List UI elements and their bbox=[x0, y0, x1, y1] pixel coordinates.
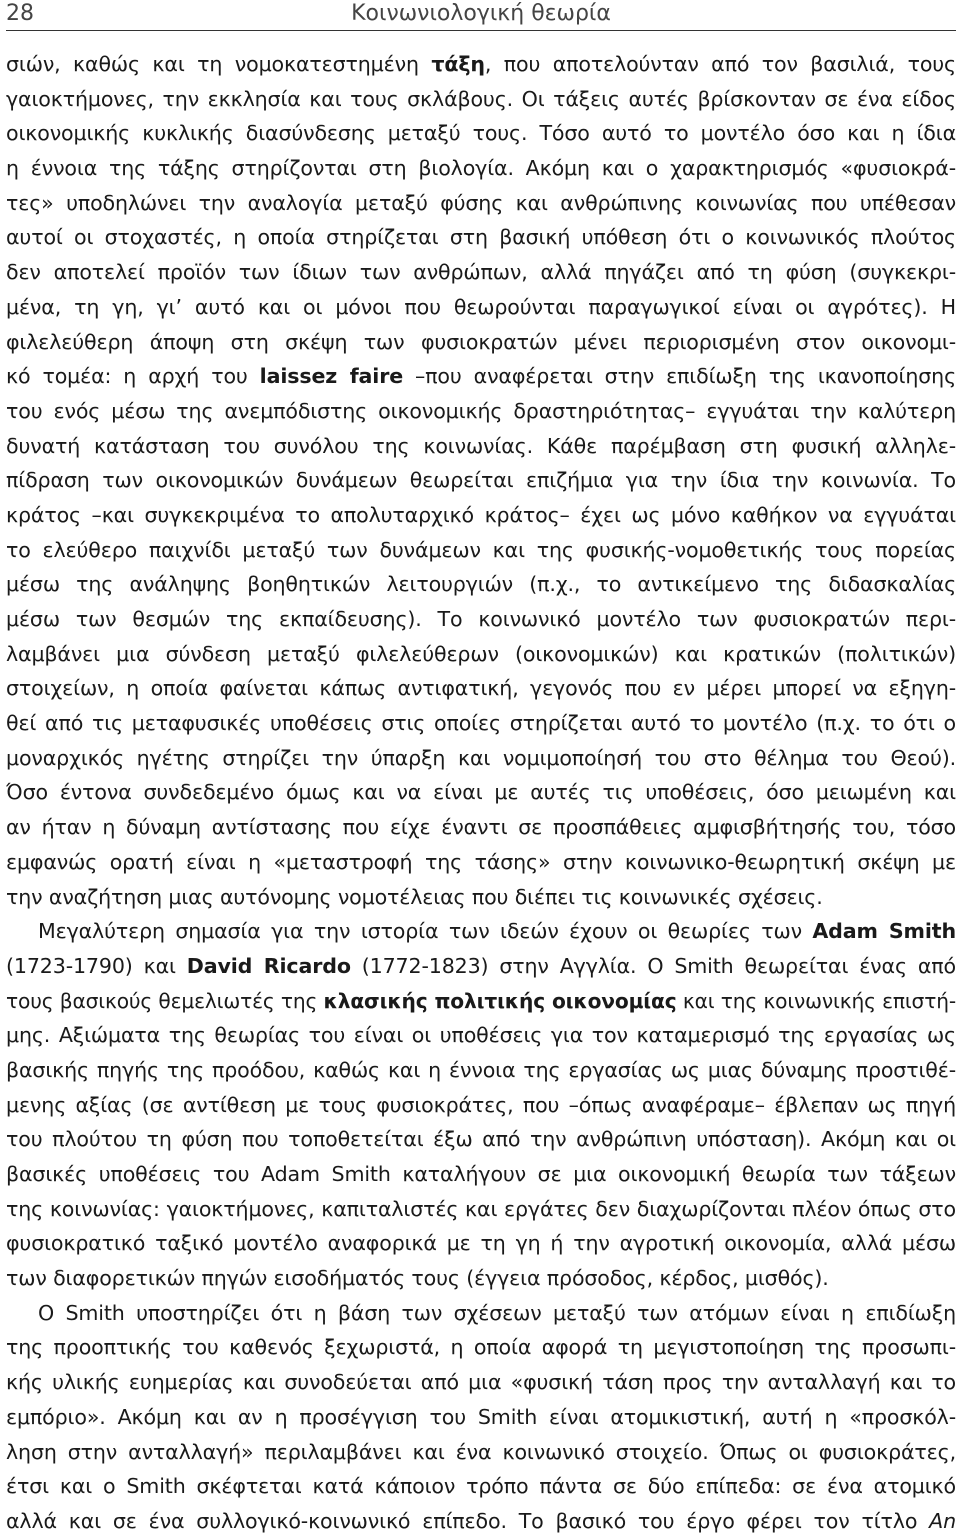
text-line bbox=[6, 429, 956, 464]
text-segment: της κοινωνίας: γαιοκτήμονες, καπιταλιστές και εργάτες δεν διαχωρίζονται πλέον όπως στο bbox=[6, 1196, 956, 1221]
text-segment: σιών, καθώς και τη νομοκατεστημένη bbox=[6, 52, 432, 76]
text-segment: εμφανώς ορατή είναι η «μεταστροφή της τάσης» στην κοινωνικο-θεωρητική σκέψη με bbox=[6, 849, 956, 874]
text-line bbox=[6, 151, 956, 186]
text-segment: Ο Smith υποστηρίζει ότι η βάση των σχέσεων μεταξύ των ατόμων είναι η επιδίωξη bbox=[38, 1300, 956, 1325]
text-segment: οικονομικής κυκλικής διασύνδεσης μεταξύ τους. Τόσο αυτό το μοντέλο όσο και η ίδια bbox=[6, 121, 956, 146]
text-segment: και της κοινωνικής επιστή- bbox=[676, 988, 956, 1013]
text-segment: αυτοί οι στοχαστές, η οποία στηρίζεται στη βασική υπόθεση ότι ο κοινωνικός πλούτος bbox=[6, 225, 956, 250]
text-line bbox=[6, 533, 956, 568]
text-segment: ληση στην ανταλλαγή» περιλαμβάνει και ένα κοινωνικό στοιχείο. Όπως οι φυσιοκράτες, bbox=[6, 1439, 956, 1464]
text-segment: του ενός μέσω της ανεμπόδιστης οικονομικής δραστηριότητας– εγγυάται την καλύτερη bbox=[6, 398, 956, 423]
text-line bbox=[6, 1504, 956, 1539]
text-line bbox=[6, 1122, 956, 1157]
text-segment: Μεγαλύτερη σημασία για την ιστορία των ιδεών έχουν οι θεωρίες των bbox=[38, 919, 813, 944]
text-segment: έτσι και ο Smith σκέφτεται κατά κάποιον τρόπο πάντα σε δύο επίπεδα: σε ένα ατομικό bbox=[6, 1474, 956, 1499]
text-segment: (1723-1790) και bbox=[6, 953, 187, 978]
text-segment: δεν αποτελεί προϊόν των ίδιων των ανθρώπων, αλλά πηγάζει από τη φύση (συγκεκρι- bbox=[6, 260, 956, 285]
running-title: Κοινωνιολογική θεωρία bbox=[351, 1, 611, 26]
text-segment: μης. Αξιώματα της θεωρίας του είναι οι υποθέσεις για τον καταμερισμό της εργασίας ως bbox=[6, 1023, 956, 1048]
text-line bbox=[6, 1296, 956, 1331]
text-line bbox=[6, 1365, 956, 1400]
text-segment: φυσιοκρατικό ταξικό μοντέλο αναφορικά με τη γη ή την αγροτική οικονομία, αλλά μέσω bbox=[6, 1231, 956, 1256]
text-line bbox=[6, 1261, 956, 1296]
text-segment: τες» υποδηλώνει την αναλογία μεταξύ φύσης και ανθρώπινης κοινωνίας που υπέθεσαν bbox=[6, 190, 956, 215]
text-line bbox=[6, 602, 956, 637]
text-segment: κράτος –και συγκεκριμένα το απολυταρχικό κράτος– έχει ως μόνο καθήκον να εγγυάται bbox=[6, 502, 956, 527]
bold-term: David Ricardo bbox=[186, 953, 351, 978]
text-line bbox=[6, 255, 956, 290]
text-line bbox=[6, 567, 956, 602]
text-line bbox=[6, 186, 956, 221]
text-line bbox=[6, 706, 956, 741]
text-line bbox=[6, 671, 956, 706]
text-line bbox=[6, 741, 956, 776]
text-segment: (1772-1823) στην Αγγλία. Ο Smith θεωρείται ένας από bbox=[350, 953, 956, 978]
text-line bbox=[6, 1469, 956, 1504]
text-segment: βασικές υποθέσεις του Adam Smith καταλήγουν σε μια οικονομική θεωρία των τάξεων bbox=[6, 1162, 956, 1186]
text-segment: γαιοκτήμονες, την εκκλησία και τους σκλάβους. Οι τάξεις αυτές βρίσκονταν σε ένα είδος bbox=[6, 86, 956, 111]
page-header bbox=[6, 0, 956, 31]
text-segment: μοναρχικός ηγέτης στηρίζει την ύπαρξη και νομιμοποίησή του στο θέλημα του Θεού). bbox=[6, 745, 956, 770]
text-segment: αν ήταν η δύναμη αντίστασης που είχε έναντι σε προσπάθειες αμφισβήτησής του, τόσο bbox=[6, 815, 956, 840]
text-line bbox=[6, 775, 956, 810]
text-segment: θεί από τις μεταφυσικές υποθέσεις στις οποίες στηρίζεται αυτό το μοντέλο (π.χ. το ότι ο bbox=[6, 711, 956, 736]
text-segment: πίδραση των οικονομικών δυνάμεων θεωρείται επιζήμια για την ίδια την κοινωνία. Το bbox=[6, 468, 956, 493]
text-line bbox=[6, 1192, 956, 1227]
text-segment: μέσω της ανάληψης βοηθητικών λειτουργιών (π.χ., το αντικείμενο της διδασκαλίας bbox=[6, 572, 956, 597]
body-text bbox=[6, 47, 956, 1539]
text-segment: –που αναφέρεται στην επιδίωξη της ικανοποίησης bbox=[403, 364, 956, 389]
bold-term: Adam Smith bbox=[812, 919, 956, 944]
text-segment: το ελεύθερο παιχνίδι μεταξύ των δυνάμεων και της φυσικής-νομοθετικής τους πορείας bbox=[6, 537, 956, 562]
text-line bbox=[6, 290, 956, 325]
text-line bbox=[6, 498, 956, 533]
text-segment: τους βασικούς θεμελιωτές της bbox=[6, 988, 324, 1013]
page-number: 28 bbox=[6, 1, 34, 26]
text-segment: αλλά και σε ένα συλλογικό-κοινωνικό επίπεδο. Το βασικό του έργο φέρει τον τίτλο bbox=[6, 1508, 930, 1533]
text-line bbox=[6, 1053, 956, 1088]
bold-term: τάξη bbox=[431, 52, 485, 76]
text-line bbox=[6, 82, 956, 117]
text-segment: βασικής πηγής της προόδου, καθώς και η έννοια της εργασίας ως μιας δύναμης προστιθέ- bbox=[6, 1057, 956, 1082]
text-line bbox=[6, 325, 956, 360]
text-segment: η έννοια της τάξης στηρίζονται στη βιολογία. Ακόμη και ο χαρακτηρισμός «φυσιοκρά- bbox=[6, 156, 956, 181]
text-line bbox=[6, 914, 956, 949]
text-segment: φιλελεύθερη άποψη στη σκέψη των φυσιοκρατών μένει περιορισμένη στον οικονομι- bbox=[6, 329, 956, 354]
text-segment: μέσω των θεσμών της εκπαίδευσης). Το κοινωνικό μοντέλο των φυσιοκρατών περι- bbox=[6, 607, 956, 631]
bold-term: laissez faire bbox=[259, 364, 404, 389]
text-line bbox=[6, 359, 956, 394]
text-segment: λαμβάνει μια σύνδεση μεταξύ φιλελεύθερων (οικονομικών) και κρατικών (πολιτικών) bbox=[6, 641, 956, 666]
text-line bbox=[6, 1330, 956, 1365]
text-segment: μένα, τη γη, γι’ αυτό και οι μόνοι που θεωρούνται παραγωγικοί είναι οι αγρότες). Η bbox=[6, 294, 956, 319]
text-line bbox=[6, 220, 956, 255]
text-line bbox=[6, 394, 956, 429]
text-line bbox=[6, 810, 956, 845]
italic-text: An bbox=[929, 1508, 956, 1533]
text-line bbox=[6, 1157, 956, 1192]
text-line bbox=[6, 47, 956, 82]
text-line bbox=[6, 984, 956, 1019]
text-line bbox=[6, 463, 956, 498]
text-line bbox=[6, 880, 956, 915]
text-line bbox=[6, 1088, 956, 1123]
text-segment: μενης αξίας (σε αντίθεση με τους φυσιοκράτες, που –όπως αναφέραμε– έβλεπαν ως πηγή bbox=[6, 1092, 956, 1117]
text-line bbox=[6, 116, 956, 151]
text-segment: κής υλικής ευημερίας και συνοδεύεται από μια «φυσική τάση προς την ανταλλαγή και το bbox=[6, 1370, 956, 1395]
text-segment: στοιχείων, η οποία φαίνεται κάπως αντιφατική, γεγονός που εν μέρει μπορεί να εξηγη- bbox=[6, 676, 956, 701]
text-line bbox=[6, 1400, 956, 1435]
text-segment: την αναζήτηση μιας αυτόνομης νομοτέλειας που διέπει τις κοινωνικές σχέσεις. bbox=[6, 884, 823, 909]
text-line bbox=[6, 845, 956, 880]
text-line bbox=[6, 1435, 956, 1470]
text-line bbox=[6, 1226, 956, 1261]
text-segment: Όσο έντονα συνδεδεμένο όμως και να είναι με αυτές τις υποθέσεις, όσο μειωμένη και bbox=[6, 780, 956, 805]
text-segment: εμπόριο». Ακόμη και αν η προσέγγιση του Smith είναι ατομικιστική, αυτή η «προσκόλ- bbox=[6, 1404, 956, 1429]
text-line bbox=[6, 1018, 956, 1053]
text-segment: , που αποτελούνταν από τον βασιλιά, τους bbox=[484, 52, 956, 76]
text-segment: δυνατή κατάσταση του συνόλου της κοινωνίας. Κάθε παρέμβαση στη φυσική αλληλε- bbox=[6, 433, 956, 458]
text-segment: του πλούτου τη φύση που τοποθετείται έξω από την ανθρώπινη υπόσταση). Ακόμη και οι bbox=[6, 1127, 956, 1152]
text-segment: της προοπτικής του καθενός ξεχωριστά, η οποία αφορά τη μεγιστοποίηση της προσωπι- bbox=[6, 1335, 956, 1360]
text-segment: κό τομέα: η αρχή του bbox=[6, 364, 260, 389]
text-line bbox=[6, 949, 956, 984]
text-segment: των διαφορετικών πηγών εισοδήματός τους (έγγεια πρόσοδος, κέρδος, μισθός). bbox=[6, 1266, 829, 1291]
bold-term: κλασικής πολιτικής οικονομίας bbox=[323, 988, 677, 1013]
text-line bbox=[6, 637, 956, 672]
